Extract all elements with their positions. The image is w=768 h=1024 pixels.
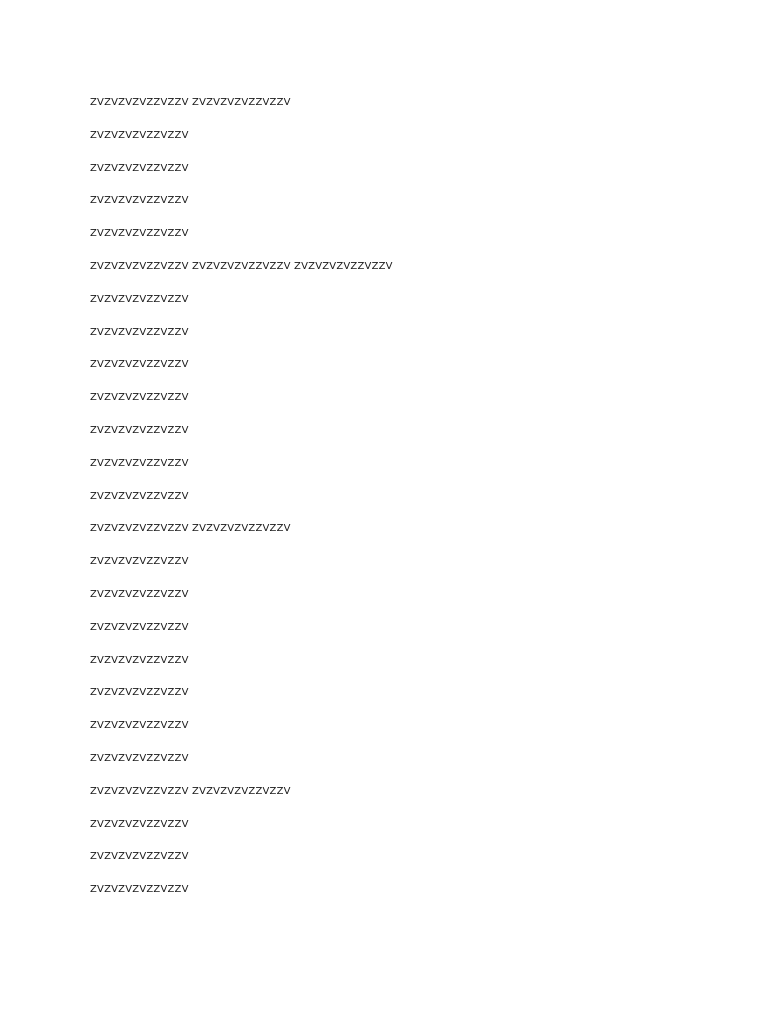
- text-line: ZVZVZVZVZZVZZV: [90, 228, 189, 240]
- text-line: ZVZVZVZVZZVZZV: [90, 129, 189, 141]
- text-line: ZVZVZVZVZZVZZV: [90, 392, 189, 404]
- text-line: ZVZVZVZVZZVZZV: [90, 687, 189, 699]
- text-line: ZVZVZVZVZZVZZV: [90, 424, 189, 436]
- text-line: ZVZVZVZVZZVZZV: [90, 752, 189, 764]
- text-line: ZVZVZVZVZZVZZV: [90, 654, 189, 666]
- text-line: ZVZVZVZVZZVZZV: [90, 195, 189, 207]
- text-line: ZVZVZVZVZZVZZV: [90, 162, 189, 174]
- text-line: ZVZVZVZVZZVZZV: [90, 457, 189, 469]
- text-line: ZVZVZVZVZZVZZV ZVZVZVZVZZVZZV ZVZVZVZVZZVZZV: [90, 260, 393, 272]
- text-line: ZVZVZVZVZZVZZV ZVZVZVZVZZVZZV: [90, 523, 291, 535]
- text-line: ZVZVZVZVZZVZZV: [90, 556, 189, 568]
- text-line: ZVZVZVZVZZVZZV ZVZVZVZVZZVZZV: [90, 785, 291, 797]
- text-line: ZVZVZVZVZZVZZV: [90, 818, 189, 830]
- text-line: ZVZVZVZVZZVZZV: [90, 293, 189, 305]
- text-line: ZVZVZVZVZZVZZV: [90, 490, 189, 502]
- text-line: ZVZVZVZVZZVZZV: [90, 621, 189, 633]
- text-line: ZVZVZVZVZZVZZV ZVZVZVZVZZVZZV: [90, 97, 291, 108]
- text-line: ZVZVZVZVZZVZZV: [90, 326, 189, 338]
- text-line: ZVZVZVZVZZVZZV: [90, 884, 189, 896]
- text-lines: [90, 96, 393, 916]
- text-line: ZVZVZVZVZZVZZV: [90, 359, 189, 371]
- text-line: ZVZVZVZVZZVZZV: [90, 588, 189, 600]
- text-line: ZVZVZVZVZZVZZV: [90, 720, 189, 732]
- text-line: ZVZVZVZVZZVZZV: [90, 851, 189, 863]
